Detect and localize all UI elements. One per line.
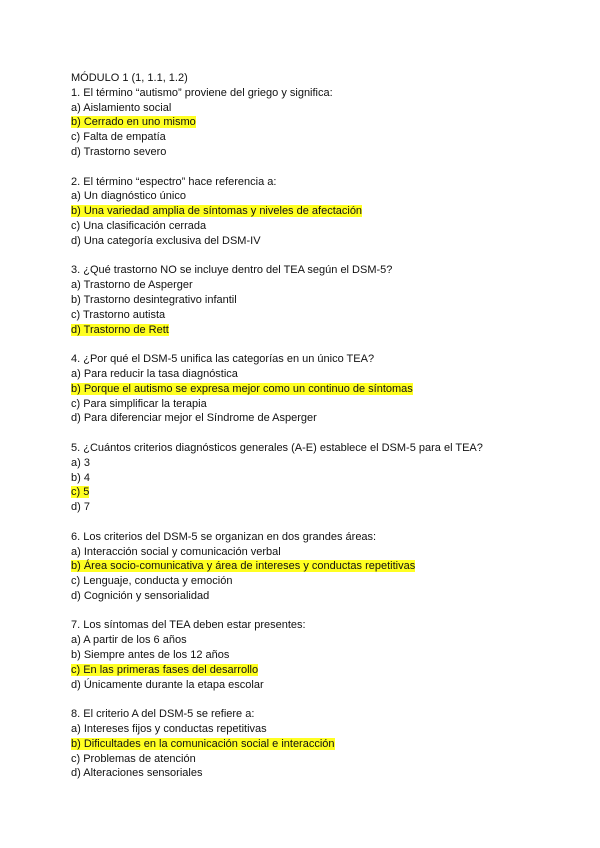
question-block [71,263,600,337]
answer-option: d) Trastorno severo [71,145,167,158]
answer-option-row [71,545,600,560]
question-list [71,86,600,781]
answer-option: d) Únicamente durante la etapa escolar [71,678,264,691]
answer-option-row [71,204,600,219]
highlighted-answer: b) Porque el autismo se expresa mejor como un continuo de síntomas [71,382,413,395]
highlighted-answer: b) Área socio-comunicativa y área de intereses y conductas repetitivas [71,560,416,573]
answer-option: d) 7 [71,501,90,514]
answer-option-row [71,397,600,412]
answer-option-row [71,308,600,323]
answer-option-row [71,411,600,426]
answer-option: a) Un diagnóstico único [71,190,186,203]
question-text: 6. Los criterios del DSM-5 se organizan en dos grandes áreas: [71,530,377,543]
answer-option-row [71,752,600,767]
answer-option: c) Para simplificar la terapia [71,397,207,410]
question-text: 8. El criterio A del DSM-5 se refiere a: [71,708,255,721]
answer-option-row [71,456,600,471]
answer-option: d) Una categoría exclusiva del DSM-IV [71,234,261,247]
answer-option-row [71,471,600,486]
question-block [71,441,600,515]
question-text: 1. El término “autismo” proviene del griego y significa: [71,86,333,99]
answer-option-row [71,766,600,781]
question-block [71,707,600,781]
highlighted-answer: b) Una variedad amplia de síntomas y niveles de afectación [71,205,363,218]
question-block [71,618,600,692]
question-block [71,86,600,160]
answer-option-row [71,574,600,589]
answer-option: a) A partir de los 6 años [71,634,187,647]
answer-option: c) Problemas de atención [71,752,196,765]
answer-option-row [71,722,600,737]
answer-option-row [71,234,600,249]
answer-option-row [71,678,600,693]
answer-option: a) Trastorno de Asperger [71,279,193,292]
answer-option: d) Para diferenciar mejor el Síndrome de Asperger [71,412,317,425]
answer-option: b) Siempre antes de los 12 años [71,649,230,662]
answer-option: a) Intereses fijos y conductas repetitivas [71,723,267,736]
answer-option: a) Interacción social y comunicación verbal [71,545,281,558]
answer-option-row [71,367,600,382]
question-text: 7. Los síntomas del TEA deben estar presentes: [71,619,306,632]
question-block [71,175,600,249]
answer-option-row [71,189,600,204]
question-text: 3. ¿Qué trastorno NO se incluye dentro del TEA según el DSM-5? [71,264,393,277]
answer-option: a) Para reducir la tasa diagnóstica [71,367,238,380]
answer-option-row [71,633,600,648]
highlighted-answer: c) 5 [71,486,90,499]
question-block [71,530,600,604]
answer-option-row [71,130,600,145]
highlighted-answer: b) Dificultades en la comunicación social e interacción [71,737,335,750]
answer-option: b) 4 [71,471,90,484]
question-block [71,352,600,426]
answer-option: d) Cognición y sensorialidad [71,589,210,602]
highlighted-answer: d) Trastorno de Rett [71,323,169,336]
question-text: 4. ¿Por qué el DSM-5 unifica las categorías en un único TEA? [71,353,375,366]
answer-option-row [71,648,600,663]
answer-option-row [71,737,600,752]
answer-option: c) Lenguaje, conducta y emoción [71,575,233,588]
answer-option-row [71,101,600,116]
answer-option-row [71,278,600,293]
answer-option-row [71,485,600,500]
question-text: 2. El término “espectro” hace referencia a: [71,175,277,188]
answer-option-row [71,663,600,678]
answer-option-row [71,145,600,160]
module-header: MÓDULO 1 (1, 1.1, 1.2) [71,72,188,84]
answer-option: c) Falta de empatía [71,131,166,144]
question-text: 5. ¿Cuántos criterios diagnósticos generales (A-E) establece el DSM-5 para el TEA? [71,441,483,454]
answer-option-row [71,219,600,234]
answer-option-row [71,589,600,604]
answer-option: c) Trastorno autista [71,308,166,321]
answer-option-row [71,115,600,130]
answer-option-row [71,382,600,397]
answer-option-row [71,323,600,338]
answer-option-row [71,500,600,515]
answer-option: b) Trastorno desintegrativo infantil [71,293,237,306]
answer-option: a) Aislamiento social [71,101,172,114]
answer-option: c) Una clasificación cerrada [71,219,207,232]
answer-option: a) 3 [71,456,90,469]
answer-option: d) Alteraciones sensoriales [71,767,203,780]
answer-option-row [71,293,600,308]
highlighted-answer: b) Cerrado en uno mismo [71,116,196,129]
highlighted-answer: c) En las primeras fases del desarrollo [71,663,259,676]
answer-option-row [71,559,600,574]
